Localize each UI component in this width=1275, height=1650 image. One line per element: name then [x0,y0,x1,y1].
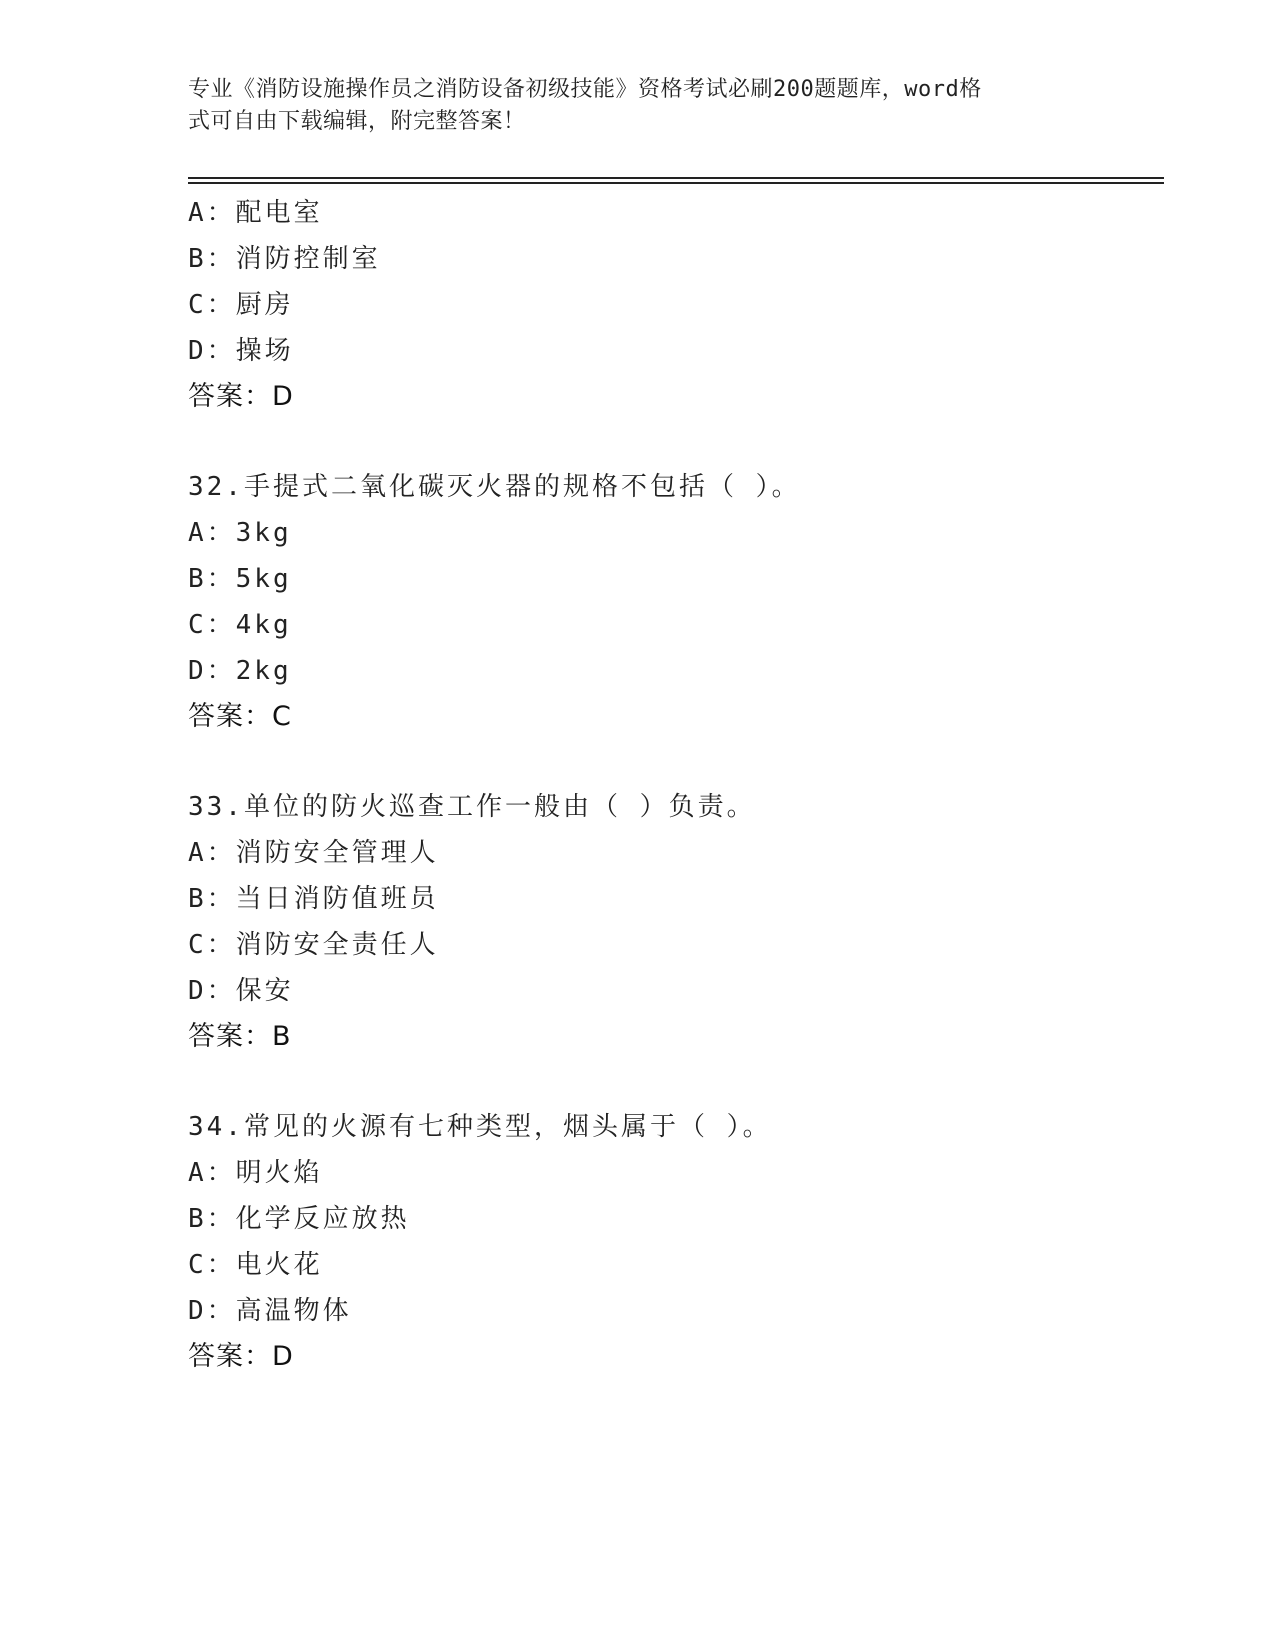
question-list [188,190,1148,1380]
option-a: A：3kg [188,518,292,548]
option-a: A：明火焰 [188,1158,323,1188]
answer-line: 答案：C [188,701,292,732]
option-b: B：当日消防值班员 [188,884,439,914]
option-b: B：消防控制室 [188,244,381,274]
question-text: 33.单位的防火巡查工作一般由（ ）负责。 [188,792,756,822]
header-rule-top [188,177,1164,179]
question-block-34 [188,1104,1148,1380]
option-d: D：保安 [188,976,294,1006]
header-rule-bottom [188,182,1164,184]
header-line-2: 式可自由下载编辑，附完整答案！ [188,109,526,134]
question-block-33 [188,784,1148,1060]
block-spacer [188,740,1148,784]
question-block-32 [188,464,1148,740]
option-d: D：2kg [188,656,292,686]
question-block-31 [188,190,1148,420]
answer-line: 答案：B [188,1021,292,1052]
option-c: C：厨房 [188,290,294,320]
option-a: A：消防安全管理人 [188,838,439,868]
option-b: B：5kg [188,564,292,594]
option-c: C：电火花 [188,1250,323,1280]
option-a: A：配电室 [188,198,323,228]
block-spacer [188,1060,1148,1104]
option-b: B：化学反应放热 [188,1204,410,1234]
document-header [188,74,1068,138]
answer-line: 答案：D [188,1341,294,1372]
option-d: D：操场 [188,336,294,366]
header-line-1: 专业《消防设施操作员之消防设备初级技能》资格考试必刷200题题库，word格 [188,77,982,102]
option-c: C：4kg [188,610,292,640]
option-c: C：消防安全责任人 [188,930,439,960]
option-d: D：高温物体 [188,1296,352,1326]
question-text: 34.常见的火源有七种类型，烟头属于（ ）。 [188,1112,772,1142]
answer-line: 答案：D [188,381,294,412]
question-text: 32.手提式二氧化碳灭火器的规格不包括（ ）。 [188,472,801,502]
block-spacer [188,420,1148,464]
